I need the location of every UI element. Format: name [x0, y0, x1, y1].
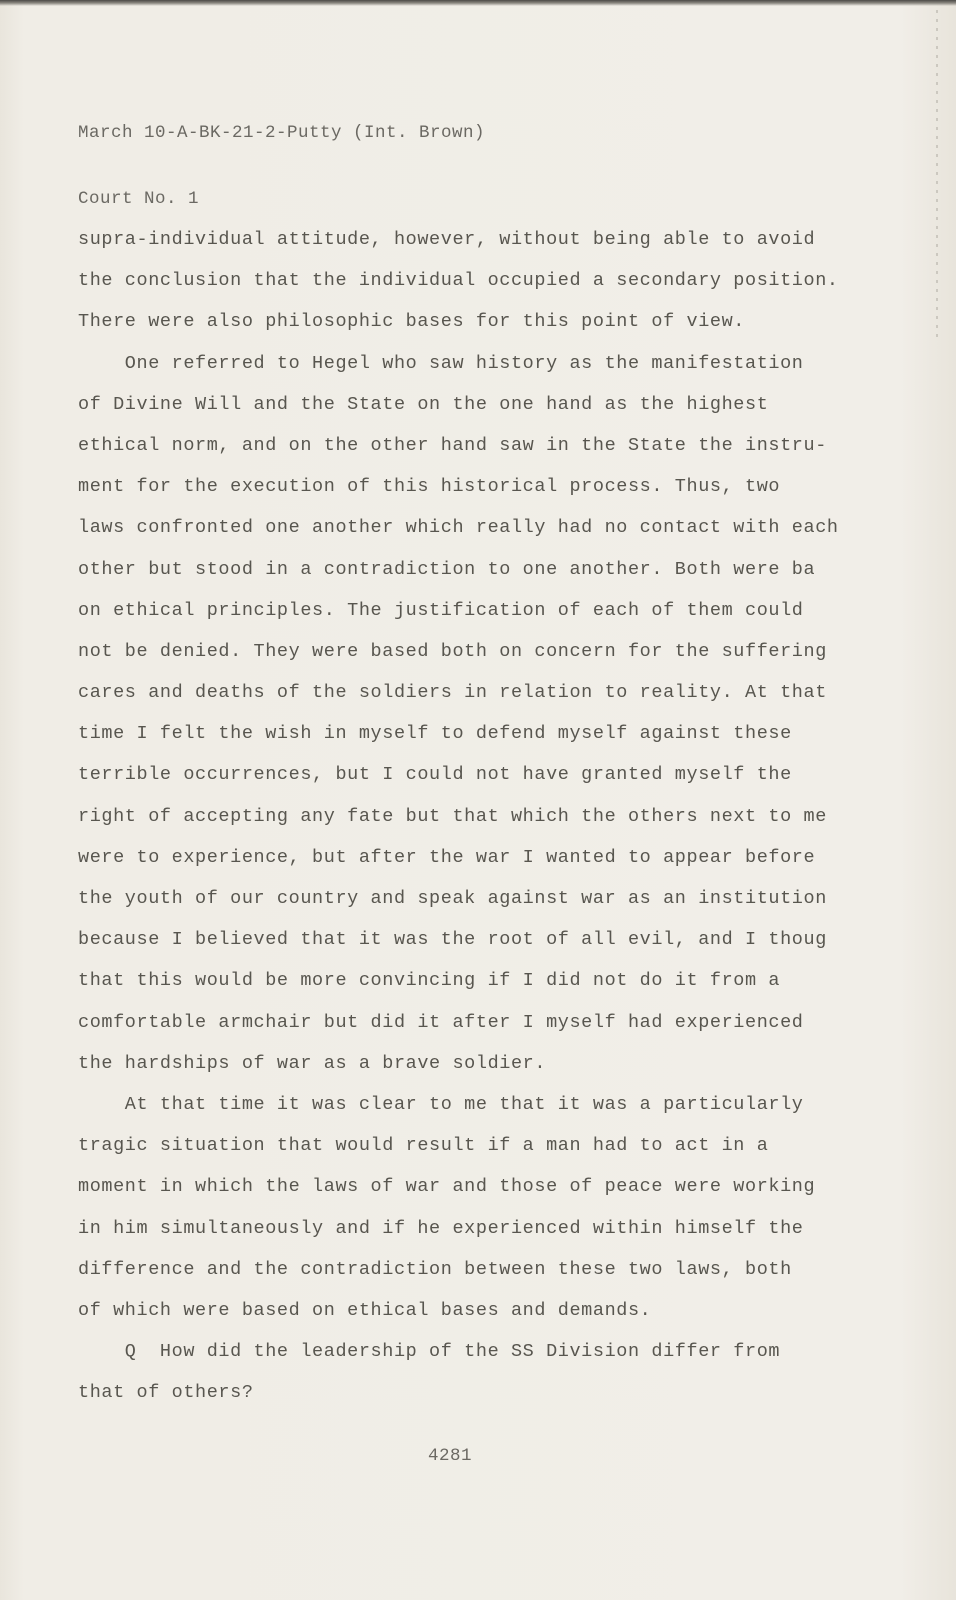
- text-line: the youth of our country and speak against war as an institution: [78, 888, 827, 909]
- text-line: cares and deaths of the soldiers in relation to reality. At that: [78, 682, 827, 704]
- text-line: because I believed that it was the root of all evil, and I thoug: [78, 929, 827, 951]
- header-court-line: Court No. 1: [78, 189, 200, 209]
- text-line: difference and the contradiction between these two laws, both: [78, 1258, 792, 1280]
- text-line: of Divine Will and the State on the one hand as the highest: [78, 393, 769, 415]
- text-line: There were also philosophic bases for this point of view.: [78, 311, 746, 333]
- text-line: of which were based on ethical bases and demands.: [78, 1299, 652, 1321]
- text-line: not be denied. They were based both on concern for the suffering: [78, 640, 827, 662]
- text-line: were to experience, but after the war I wanted to appear before: [78, 846, 816, 868]
- text-line: the hardships of war as a brave soldier.: [78, 1052, 547, 1074]
- text-line: right of accepting any fate but that which the others next to me: [78, 805, 827, 827]
- text-line: on ethical principles. The justification of each of them could: [78, 599, 804, 621]
- text-line: other but stood in a contradiction to one another. Both were ba: [78, 558, 816, 580]
- text-line: laws confronted one another which really had no contact with each: [78, 517, 839, 539]
- page-number: 4281: [428, 1446, 473, 1466]
- text-line: tragic situation that would result if a man had to act in a: [78, 1135, 769, 1157]
- header-case-line: March 10-A-BK-21-2-Putty (Int. Brown): [78, 123, 486, 143]
- text-line: At that time it was clear to me that it was a particularly: [78, 1093, 804, 1115]
- text-line: the conclusion that the individual occupied a secondary position.: [78, 270, 839, 292]
- text-line: comfortable armchair but did it after I myself had experienced: [78, 1011, 804, 1033]
- text-line: One referred to Hegel who saw history as the manifestation: [78, 352, 804, 374]
- text-line: ethical norm, and on the other hand saw in the State the instru-: [78, 434, 827, 456]
- text-line: that of others?: [78, 1382, 254, 1404]
- text-line: Q How did the leadership of the SS Division differ from: [78, 1341, 781, 1363]
- text-line: time I felt the wish in myself to defend myself against these: [78, 723, 792, 745]
- page-top-edge: [0, 0, 956, 6]
- page-perforation: [936, 10, 938, 340]
- transcript-body: [78, 219, 878, 1413]
- text-line: terrible occurrences, but I could not have granted myself the: [78, 764, 792, 786]
- text-line: that this would be more convincing if I did not do it from a: [78, 970, 781, 992]
- text-line: in him simultaneously and if he experienced within himself the: [78, 1217, 804, 1239]
- text-line: supra-individual attitude, however, without being able to avoid: [78, 229, 816, 250]
- text-line: ment for the execution of this historical process. Thus, two: [78, 476, 781, 498]
- text-line: moment in which the laws of war and those of peace were working: [78, 1176, 816, 1198]
